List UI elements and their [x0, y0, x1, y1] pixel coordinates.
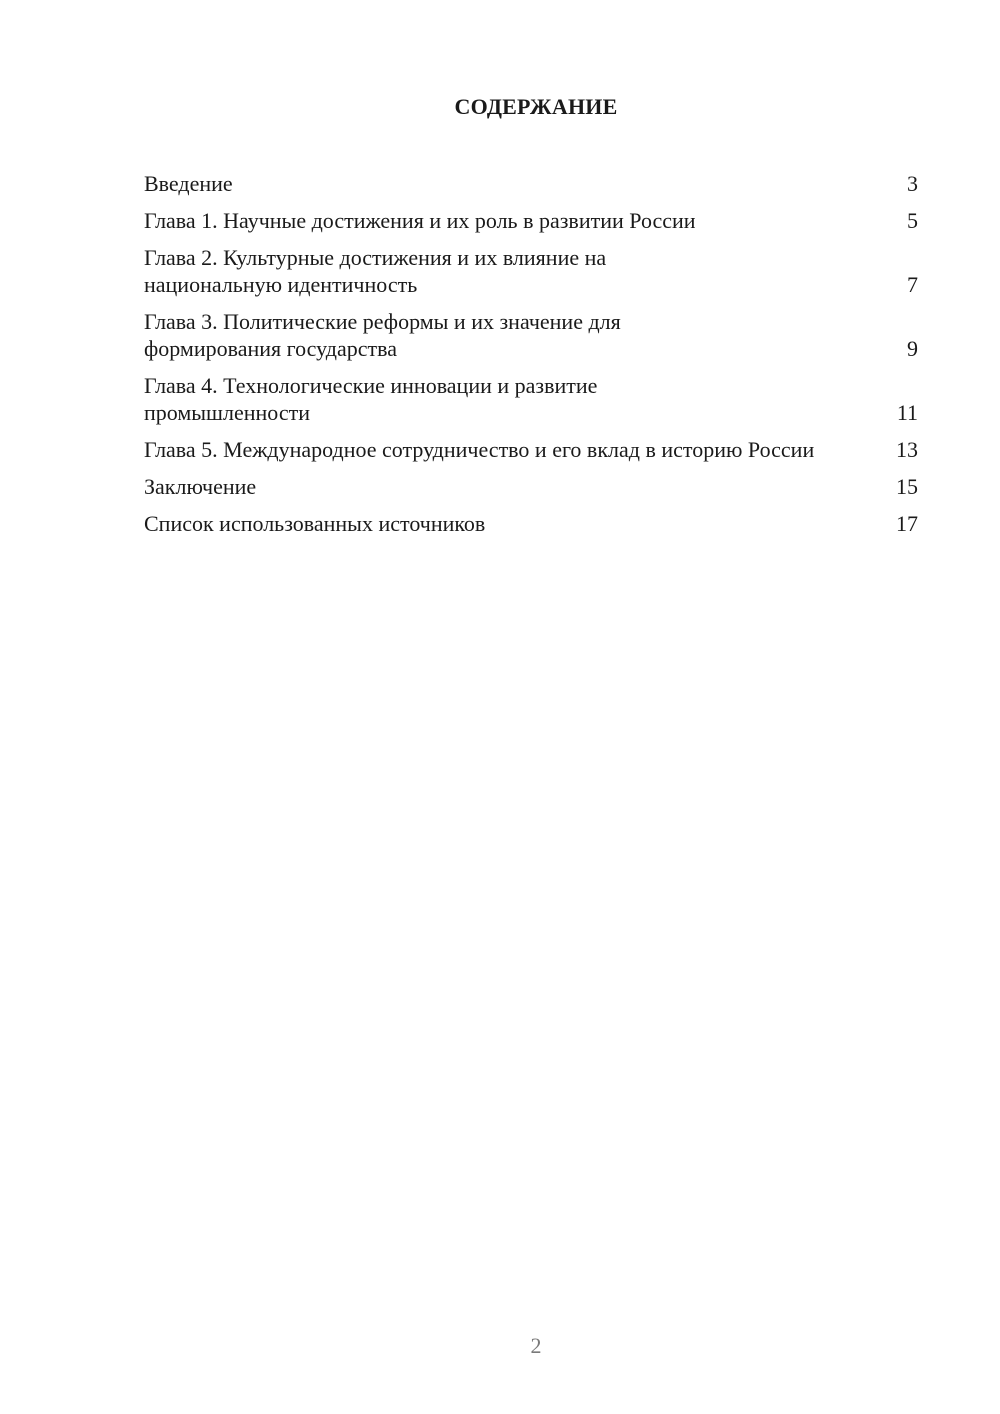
toc-entry-page: 11 — [896, 400, 918, 425]
toc-entry-chapter-2 — [144, 244, 918, 298]
toc-title: СОДЕРЖАНИЕ — [454, 94, 618, 119]
toc-entry-conclusion — [144, 473, 918, 500]
toc-entry-introduction — [144, 170, 918, 197]
toc-entry-page: 13 — [896, 437, 918, 462]
toc-entry-page: 7 — [907, 272, 918, 297]
page-number: 2 — [530, 1333, 542, 1358]
toc-entry-page: 17 — [896, 511, 918, 536]
toc-entry-label: Глава 4. Технологические инновации и развитие промышленности — [144, 373, 598, 425]
toc-entry-label: Глава 5. Международное сотрудничество и его вклад в историю России — [144, 437, 815, 462]
toc-entry-label: Глава 1. Научные достижения и их роль в развитии России — [144, 208, 696, 233]
toc-entry-page: 15 — [896, 474, 918, 499]
toc-entry-references — [144, 510, 918, 537]
toc-entry-label: Глава 2. Культурные достижения и их влияние на национальную идентичность — [144, 245, 607, 297]
toc-entry-chapter-5 — [144, 436, 918, 463]
toc-entry-chapter-1 — [144, 207, 918, 234]
toc-entry-label: Глава 3. Политические реформы и их значение для формирования государства — [144, 309, 621, 361]
toc-entry-chapter-4 — [144, 372, 918, 426]
toc-entry-page: 9 — [907, 336, 918, 361]
table-of-contents — [144, 170, 918, 547]
toc-entry-label: Введение — [144, 171, 233, 196]
toc-entry-label: Список использованных источников — [144, 511, 486, 536]
toc-entry-label: Заключение — [144, 474, 257, 499]
toc-entry-page: 3 — [907, 171, 918, 196]
toc-entry-chapter-3 — [144, 308, 918, 362]
toc-entry-page: 5 — [907, 208, 918, 233]
